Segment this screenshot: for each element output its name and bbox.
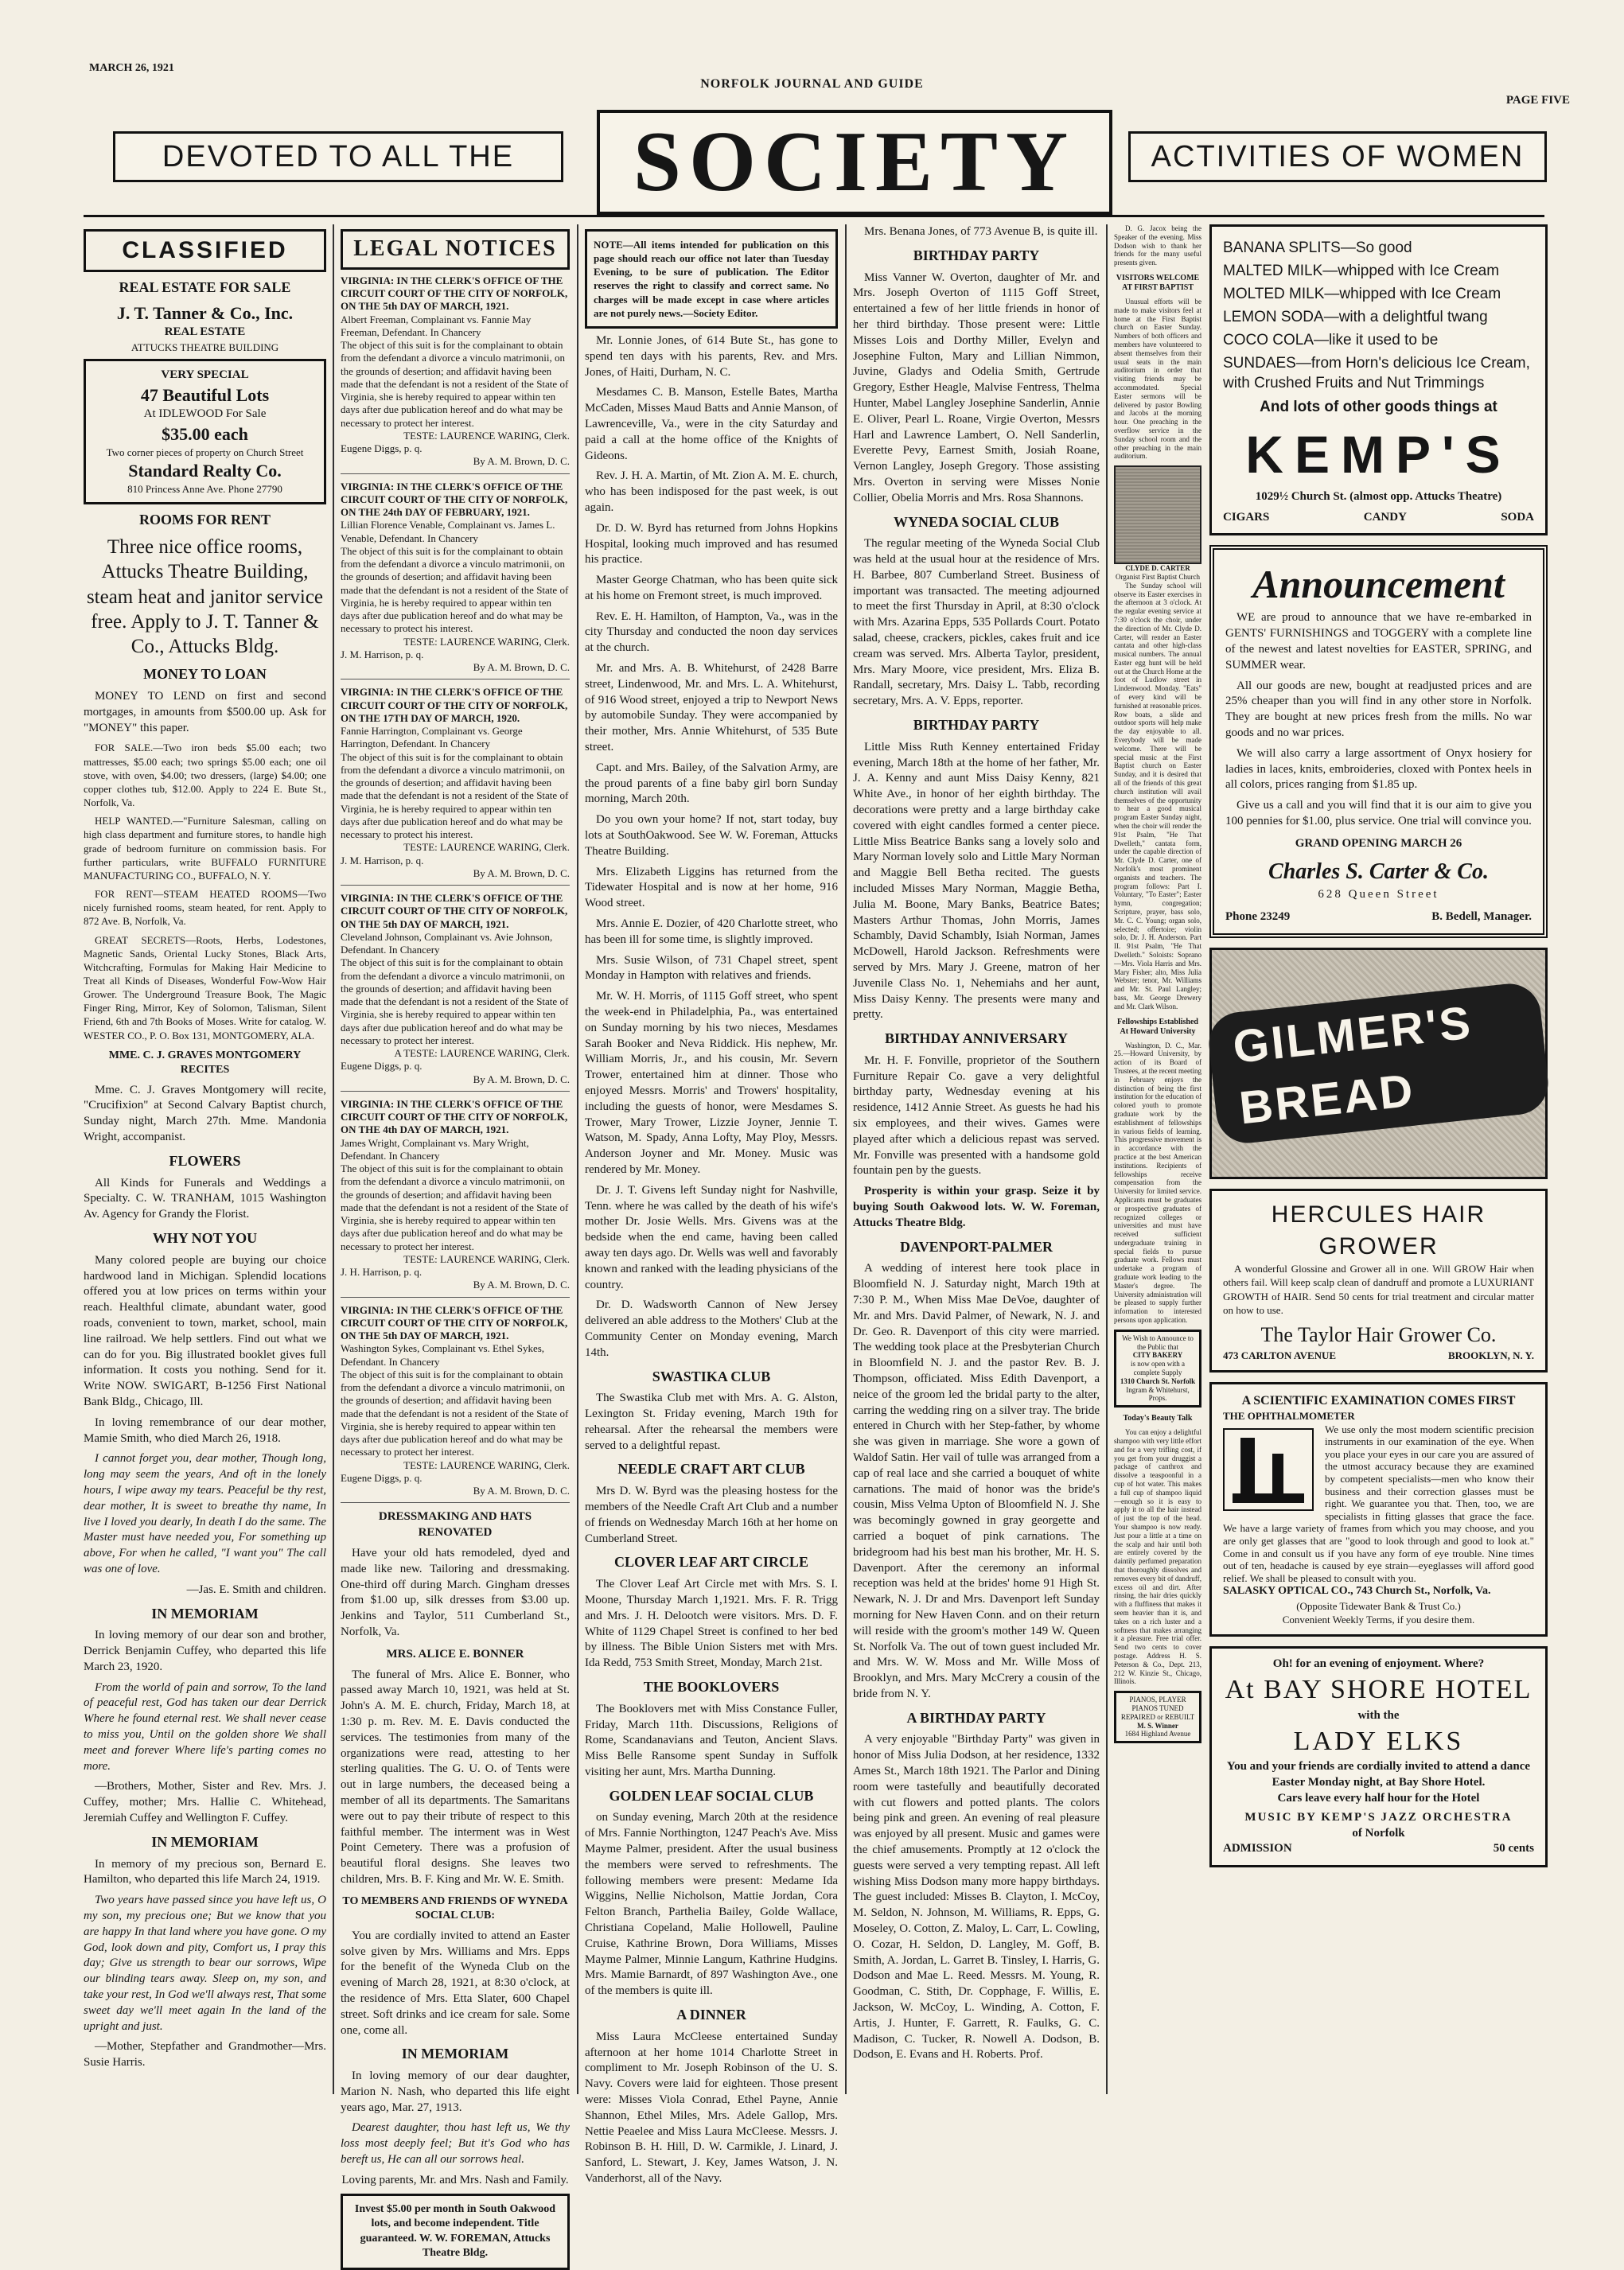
banner-society — [597, 110, 1112, 215]
bay-shore-with: with the — [1357, 1708, 1400, 1722]
classified-title: CLASSIFIED — [122, 237, 288, 263]
legal-notice-body: The object of this suit is for the complainant to obtain from the defendant a divorce a vinculo matrimonii, on the grounds of desertion; and affidavit having been made that the defendant is not a resident of the State of Virginia, she is hereby required to appear within ten days after due publication hereof and do what may be necessary to protect her interest. — [341, 1368, 569, 1458]
bay-shore-invite: You and your friends are cordially invited to attend a dance Easter Monday night, at Bay Shore Hotel. — [1226, 1760, 1531, 1789]
society-note: Mr. and Mrs. A. B. Whitehurst, of 2428 Barre street, Lindenwood, Mr. and Mrs. L. A. Whitehurst, of 916 Wood street, enjoyed a trip to Newport News by automobile Sunday. They were accompanied by their mother, Mrs. Annie Whitehurst, of 535 Bute street. — [585, 662, 838, 754]
announcement-p2: All our goods are new, bought at readjusted prices and are 25% cheaper than you will find in any other store in Norfolk. They are bought at new prices fresh from the mills. No war goods and no war prices. — [1225, 679, 1532, 739]
money-text: MONEY TO LEND on first and second mortgages, in amounts from $500.00 up. Ask for "MONEY" this paper. — [84, 690, 326, 734]
piano-name: M. S. Winner — [1137, 1721, 1178, 1730]
money-heading: MONEY TO LOAN — [143, 666, 267, 683]
city-bakery-ad — [1114, 1330, 1201, 1408]
beauty-text: You can enjoy a delightful shampoo with very little effort and for a very trifling cost, if you get from your druggist a package of canthrox and dissolve a teaspoonful in a cup of hot water. This makes a full cup of shampoo liquid—enough so it is easy to apply it to all the hair instead of just the top of the head. Your shampoo is now ready. Just pour a little at a time on the scalp and hair until both are entirely covered by the daintily perfumed preparation that thoroughly dissolves and removes every bit of dandruff, excess oil and dirt. After rinsing, the hair dries quickly with a fluffiness that makes it seem heavier than it is, and takes on a rich luster and a softness that makes arranging it a pleasure. Free trial offer. Send two cents to cover postage. Address H. S. Peterson & Co., Dept. 213, 212 W. Kinzie St., Chicago, Illinois. — [1114, 1428, 1201, 1686]
help-wanted-text: HELP WANTED.—"Furniture Salesman, calling on high class department and furniture stores, to handle high grade of bedroom furniture on commission basis. For further particulars, write BUFFALO FURNITURE MANUFACTURING CO., BUFFALO, N. Y. — [84, 815, 326, 882]
kemps-address: 1029½ Church St. (almost opp. Attucks Theatre) — [1255, 489, 1502, 503]
legal-notice-body: The object of this suit is for the complainant to obtain from the defendant a divorce a vinculo matrimonii, on the grounds of desertion; and affidavit having been made that the defendant is not a resident of the State of Virginia, she is hereby required to appear within ten days after due publication hereof and do what may be necessary to protect her interest. — [341, 1162, 569, 1252]
society-note: Mrs. Susie Wilson, of 731 Chapel street, spent Monday in Hampton with relatives and friends. — [585, 953, 838, 983]
vs-price: $35.00 each — [162, 423, 248, 444]
memoriam-poem: Dearest daughter, thou hast left us, We thy loss most deeply feel; But it's God who has bereft us, He can all our sorrows heal. — [341, 2121, 570, 2167]
anniversary-heading: BIRTHDAY ANNIVERSARY — [885, 1030, 1068, 1047]
announcement-title: Announcement — [1252, 562, 1505, 607]
vs-lots: 47 Beautiful Lots — [140, 385, 270, 406]
optical-terms: Convenient Weekly Terms, if you desire them. — [1282, 1613, 1475, 1626]
memoriam-poem: From the world of pain and sorrow, To the land of peaceful rest, God has taken our dear Derrick Where he found eternal rest. We shall never cease to miss you, Until on the golden shore We shall meet and forever Where life's parting comes no more. — [84, 1680, 326, 1773]
vs-where: At IDLEWOOD For Sale — [143, 407, 267, 421]
bay-shore-intro: Oh! for an evening of enjoyment. Where? — [1272, 1657, 1485, 1671]
memoriam-heading: IN MEMORIAM — [151, 1833, 259, 1850]
golden-leaf-text: on Sunday evening, March 20th at the residence of Mrs. Fannie Northington, 1247 Peach's Ave. Miss Mayme Palmer, president. After the usual business the members were served to refreshments. The following members were present: Medame Ida Wiggins, Nellie Nicholson, Mattie Jordan, Cora Felton Branch, Parthelia Bailey, Golde Wallace, Christiana Copeland, Malie Hollowell, Pauline Cruise, Kathrine Brown, Dora Williams, Misses Mayme Palmer, Minnie Langum, Kathrine Hudgins. Mrs. Mamie Barnardt, of 897 Washington Ave., one of the members is quite ill. — [585, 1811, 838, 1998]
issue-date: MARCH 26, 1921 — [89, 62, 174, 74]
legal-notice-teste: TESTE: LAURENCE WARING, Clerk. — [403, 1252, 570, 1265]
society-note: Master George Chatman, who has been quite sick at his home on Fremont street, is much improved. — [585, 574, 838, 602]
booklovers-text: The Booklovers met with Miss Constance Fuller, Friday, March 11th. Discussions, Religions of Rome, Scandanavians and Teuton, Ancient Slavs. Miss Belle Ransome spent Sunday in Suffolk visiting her aunt, Mrs. Martha Dunning. — [585, 1702, 838, 1778]
memoriam-heading: IN MEMORIAM — [151, 1605, 259, 1622]
legal-notice-title: VIRGINIA: IN THE CLERK'S OFFICE OF THE CIRCUIT COURT OF THE CITY OF NORFOLK, ON THE 5th DAY OF MARCH, 1921. — [341, 274, 568, 313]
society-note: Mr. Lonnie Jones, of 614 Bute St., has gone to spend ten days with his parents, Rev. and Mrs. Jones, of Haiti, Durham, N. C. — [585, 333, 838, 379]
fellowships-text: Washington, D. C., Mar. 25.—Howard University, by action of its Board of Trustees, at the recent meeting in February enjoys the distinction of being the first institution for the education of colored youth to promote graduate work by the establishment of fellowships in various fields of learning. This progressive movement is in accordance with the practice at the best American institutions. Recipients of fellowships receive compensation from the University for limited service. Applicants must be graduates or prospective graduates of recognized colleges or universities and must have received sufficient undergraduate training in special fields to pursue graduate work. Fellows must undertake a program of graduate work leading to the Master's degree. The University administration will be pleased to supply further information to interested persons upon application. — [1114, 1041, 1201, 1325]
memory-poem: I cannot forget you, dear mother, Though long, long may seem the years, And oft in the lonely hours, I wipe away my tears. Peaceful be thy rest, dear mother, It is sweet to breathe thy name, In live I loved you dearly, In death I do the same. The Master must have needed you, For something up above, For when he called, "I want you" The call was one of love. — [84, 1452, 326, 1575]
fellowships-heading: Fellowships Established At Howard University — [1117, 1017, 1198, 1036]
bakery-name: CITY BAKERY — [1132, 1351, 1183, 1360]
swastika-text: The Swastika Club met with Mrs. A. G. Alston, Lexington St. Friday evening, March 19th for rehearsal. After the rehearsal the members were served to a delightful repast. — [585, 1392, 838, 1452]
optical-sub: THE OPHTHALMOMETER — [1223, 1410, 1355, 1423]
optical-ad — [1209, 1382, 1548, 1637]
society-note: Capt. and Mrs. Bailey, of the Salvation Army, are the proud parents of a fine baby girl born Sunday morning, March 20th. — [585, 761, 838, 806]
optical-address: (Opposite Tidewater Bank & Trust Co.) — [1296, 1599, 1461, 1612]
easter-text: The Sunday school will observe its Easter exercises in the afternoon at 3 o'clock. At the regular evening service at 7:30 o'clock the choir, under the direction of Mr. Clyde D. Carter, will render an Easter cantata and other high-class musical numbers. The annual Easter egg hunt will be held out at the Church Home at the foot of Ludlow street in Lindenwood. Monday. "Eats" of every kind will be furnished at reasonable prices. Row boats, a slide and outdoor sports will help make the day enjoyable to all. Everybody will be made welcome. There will be special music at the First Baptist church on Easter Sunday, and it is desired that all of the friends of this great church institution will avail themselves of the opportunity to hear a good musical program Easter Sunday night, when the choir will render the 91st Psalm, "He That Dwelleth," cantata form, under the capable direction of Mr. Clyde D. Carter, one of Norfolk's most prominent organists and teachers. The program follows: Part I. Voluntary, "To Easter"; Easter hymn, congregation; Scripture, prayer, bass solo, Mr. C. C. Young; organ solo, selected; offertoire; violin solo, Dr. J. H. Anderson. Part II. 91st Psalm, "He That Dwelleth." Soloists: Soprano—Mrs. Viola Harris and Mrs. Mary Fisher; alto, Miss Julia Webster; tenor, Mr. Williams and Mr. St. Paul Langley; bass, Mr. George Drewery and Mr. Clark Wilson. — [1114, 581, 1201, 1010]
legal-notice — [341, 481, 570, 680]
legal-notice-deputy: By A. M. Brown, D. C. — [473, 1485, 570, 1497]
bay-shore-ad — [1209, 1646, 1548, 1867]
legal-notice-title: VIRGINIA: IN THE CLERK'S OFFICE OF THE CIRCUIT COURT OF THE CITY OF NORFOLK, ON THE 4th DAY OF MARCH, 1921. — [341, 1097, 568, 1136]
piano-line1: PIANOS, PLAYER PIANOS TUNED — [1129, 1696, 1186, 1712]
legal-notice-body: The object of this suit is for the complainant to obtain from the defendant a divorce a vinculo matrimonii, on the grounds of desertion; and affidavit having been made that the defendant is not a resident of the State of Virginia, he is hereby required to appear within ten days after due publication hereof and do what may be necessary to protect his interest. — [341, 544, 569, 635]
bay-shore-elks: LADY ELKS — [1293, 1726, 1464, 1756]
kemps-menu — [1223, 238, 1534, 417]
legal-notice-body: The object of this suit is for the complainant to obtain from the defendant a divorce a vinculo matrimonii, on the grounds of desertion; and affidavit having been made that the defendant is not a resident of the State of Virginia, he is hereby required to appear within ten days after due publication hereof and do what may be necessary to protect his interest. — [341, 750, 569, 841]
legal-notice-counsel: J. H. Harrison, p. q. — [341, 1266, 423, 1279]
legal-notice-parties: James Wright, Complainant vs. Mary Wright, Defendant. In Chancery — [341, 1136, 529, 1162]
legal-notice-parties: Fannie Harrington, Complainant vs. George Harrington, Defendant. In Chancery — [341, 725, 523, 750]
tanner-sub: REAL ESTATE — [164, 325, 246, 339]
memoriam-signature: Loving parents, Mr. and Mrs. Nash and Family. — [341, 2173, 569, 2186]
legal-notice-parties: Washington Sykes, Complainant vs. Ethel Sykes, Defendant. In Chancery — [341, 1342, 545, 1368]
header-rule — [84, 215, 1544, 217]
memory-signature: —Jas. E. Smith and children. — [186, 1583, 326, 1596]
prosperity-ad: Prosperity is within your grasp. Seize it by buying South Oakwood lots. W. W. Foreman, Attucks Theatre Bldg. — [853, 1185, 1100, 1229]
kemps-menu-item: COCO COLA—like it used to be — [1223, 332, 1439, 349]
hercules-city: BROOKLYN, N. Y. — [1448, 1349, 1534, 1362]
editor-note — [585, 229, 838, 329]
society-note: Mrs. Annie E. Dozier, of 420 Charlotte street, who has been ill for some time, is slightly improved. — [585, 917, 838, 946]
dinner-heading: A DINNER — [676, 2007, 746, 2023]
swastika-heading: SWASTIKA CLUB — [652, 1368, 771, 1384]
flowers-text: All Kinds for Funerals and Weddings a Specialty. C. W. TRANHAM, 1015 Washington Av. Agency for Grandy the Florist. — [84, 1176, 326, 1221]
banner-society-text: SOCIETY — [633, 115, 1077, 209]
kemps-candy: CANDY — [1363, 510, 1407, 524]
legal-notice — [341, 1098, 570, 1298]
legal-notices-column — [341, 224, 570, 2260]
dressmaking-text: Have your old hats remodeled, dyed and made like new. Tailoring and dressmaking. One-third off during March. Gingham dresses from $1.00 up, silk dresses from $3.00 up. Jenkins and Taylor, 511 Cumberland St., Norfolk, Va. — [341, 1547, 570, 1639]
optical-text: We use only the most modern scientific precision instruments in our examination of the eye. When you place your eyes in our care you are assured of the utmost accuracy because they are examined by competent specialists—men who know their business and their correction glasses must be right. We guarantee you that. Then, too, we are specialists in fitting glasses that grace the face. We have a large variety of frames from which you may choose, and you are only get glasses that are "good to look through and good to look at." Come in and consult us if you have any form of eye trouble. Nine times out of ten, headache is caused by eye strain—eyeglasses will afford good relief. We shall be pleased to consult with you. — [1223, 1423, 1534, 1584]
society-column-2 — [853, 224, 1100, 2094]
birthday-heading: BIRTHDAY PARTY — [913, 717, 1040, 734]
column-rule — [577, 224, 578, 2094]
standard-realty: Standard Realty Co. — [128, 461, 282, 481]
announcement-p4: Give us a call and you will find that it is our aim to give you 100 pennies for $1.00, plus service. One trial will convince you. — [1225, 799, 1532, 827]
davenport-heading: DAVENPORT-PALMER — [899, 1238, 1053, 1255]
memoriam-text: In loving memory of our dear daughter, Marion N. Nash, who departed this life eight years ago, Mar. 27, 1913. — [341, 2069, 570, 2114]
for-sale-text: FOR SALE.—Two iron beds $5.00 each; two mattresses, $5.00 each; two springs $5.00 each; one oil stove, with oven, $4.00; two dressers, (large) $4.00; one copper clothes tub, $12.00. Apply to 224 E. Bute St., Norfolk, Va. — [84, 742, 326, 809]
hercules-footer — [1223, 1349, 1534, 1362]
dressmaking-heading: DRESSMAKING AND HATS RENOVATED — [378, 1510, 532, 1540]
booklovers-heading: THE BOOKLOVERS — [643, 1678, 780, 1695]
legal-notice-title: VIRGINIA: IN THE CLERK'S OFFICE OF THE CIRCUIT COURT OF THE CITY OF NORFOLK, ON THE 24th DAY OF FEBRUARY, 1921. — [341, 480, 568, 519]
davenport-text: A wedding of interest here took place in Bloomfield N. J. Saturday night, March 19th at 7:30 P. M., When Miss Mae DeVoe, daughter of Mr. and Mrs. David Palmer, of Newark, N. J. and Dr. Geo. R. Davenport of this city were married. The wedding took place at the Presbyterian Church in Bloomfield N. J. and the pastor Rev. B. J. Thompson, officiated. Miss Edith Davenport, a neice of the groom led the bridal party to the alter, carring the wedding ring on a silver tray. The bride entered in Church with her Step-father, by whome she was given in marriage. She wore a gown of Waldof Satin. Her vail of tulle was arranged from a cap of real lace and she carried a bouquet of white carnations. The maid of honor was the bride's cousin, Miss Velma Upton of Bloomfield N. J. She was becomingly gowned in gray georgette and carried a boquet of pink carnations. The bridegroom had his best man his brother, Mr. H. S. Davenport. After the ceremony an informal reception was held at the brides' home 91 High St. Newark, N. J. Dr and Mrs. Davenport left Sunday morning for New Haven Conn. and on their return will reside with the groom's mother 149 W. Queen St. Norfolk Va. The out of town guest included Mr. and Mrs. W. W. Moss and Mr. Wille Moss of Brooklyn, and Mrs. Mary McCrery a cousin of the bride from N. Y. — [853, 1262, 1100, 1700]
kemps-menu-item: MALTED MILK—whipped with Ice Cream — [1223, 263, 1500, 280]
dinner-text: Miss Laura McCleese entertained Sunday afternoon at her home 1014 Charlotte Street in compliment to Mr. Joseph Robinson of the U. S. Navy. Covers were laid for eighteen. Those present were: Misses Viola Conrad, Ethel Payne, Annie Shannon, Ethel Miles, Mrs. Adele Gallop, Mrs. Nettie Peaelee and Miss Laura McCleese. Messrs. J. Robinson B. H. Hill, D. W. Carmikle, J. Linard, J. Sanford, L. Stewart, J. Key, James Watson, J. N. Vanderhorst, all of the Navy. — [585, 2030, 838, 2185]
classified-column — [84, 224, 326, 2094]
society-note: Dr. J. T. Givens left Sunday night for Nashville, Tenn. where he was called by the death of his wife's mother Dr. Josie Wells. Mrs. Givens was at the bedside when the end came, having been called away ten days ago. Dr. Wells was well and favorably known and ranked with the leading physicians of the country. — [585, 1183, 838, 1291]
legal-notice-title: VIRGINIA: IN THE CLERK'S OFFICE OF THE CIRCUIT COURT OF THE CITY OF NORFOLK, ON THE 5th DAY OF MARCH, 1921. — [341, 892, 568, 930]
page-number: PAGE FIVE — [1505, 94, 1570, 107]
column-rule — [1106, 224, 1108, 2094]
legal-notice-teste: TESTE: LAURENCE WARING, Clerk. — [403, 841, 570, 854]
piano-line2: REPAIRED or REBUILT — [1120, 1712, 1195, 1721]
announcement-ad — [1209, 545, 1548, 938]
vs-heading: VERY SPECIAL — [161, 368, 249, 382]
recites-text: Mme. C. J. Graves Montgomery will recite, "Crucifixion" at Second Calvary Baptist church, Sunday night, March 27th. Mme. Mandonia Wright, accompanist. — [84, 1083, 326, 1144]
announcement-p3: We will also carry a large assortment of Onyx hosiery for ladies in laces, knits, embroideries, cloxed with Pontex heels in all colors, prices ranging from $1.85 up. — [1225, 746, 1532, 792]
legal-notice-counsel: Eugene Diggs, p. q. — [341, 1471, 423, 1484]
bay-shore-cars: Cars leave every half hour for the Hotel — [1277, 1792, 1480, 1805]
ads-column — [1209, 224, 1548, 2094]
hercules-text: A wonderful Glossine and Grower all in one. Will GROW Hair when others fail. Will keep scalp clean of dandruff and promote a LUXURIANT GROWTH of HAIR. Send 50 cents for trial treatment and circular matter on how to use. — [1223, 1263, 1534, 1316]
rooms-heading: ROOMS FOR RENT — [138, 512, 271, 528]
bay-shore-price: 50 cents — [1493, 1842, 1534, 1855]
birthday-heading: BIRTHDAY PARTY — [913, 247, 1040, 263]
hercules-heading: HERCULES HAIR GROWER — [1271, 1201, 1486, 1260]
kemps-menu-item: MOLTED MILK—whipped with Ice Cream — [1223, 286, 1501, 303]
bakery-supply: is now open with a complete Supply — [1131, 1360, 1185, 1377]
legal-notice-deputy: By A. M. Brown, D. C. — [473, 1073, 570, 1085]
birthday-text: Miss Vanner W. Overton, daughter of Mr. and Mrs. Joseph Overton of 1115 Goff Street, entertained a few of her little friends in honor of her third birthday. Those present were: Little Misses Lois and Dorthy Miller, Evelyn and Josephine Fulton, Mary and Lillian Nimmon, Juvine, Gladys and Odelia Smith, Gertrude Gregory, Esther Heagle, Malvise Fentress, Thelma Hunter, Mabel Langley Josephine Sanderlin, Annie E. Oliver, Pearl L. Roane, Virgie Overton, Messrs Harl and Lawrence Lambert, O. Nell Sanderlin, Everette Pevy, Earnest Smith, Josiah Roane, Vernon Langley, Joseph Gregory. Those assisting Mrs. Overton in serving were Misses Nonie Collier, Obelia Morris and Mrs. Rosa Shannons. — [853, 271, 1100, 504]
legal-header — [341, 229, 570, 270]
legal-notice-deputy: By A. M. Brown, D. C. — [473, 455, 570, 468]
legal-notice-parties: Cleveland Johnson, Complainant vs. Avie Johnson, Defendant. In Chancery — [341, 930, 553, 956]
announcement-company: Charles S. Carter & Co. — [1268, 859, 1489, 885]
kemps-menu-item: SUNDAES—from Horn's delicious Ice Cream, with Crushed Fruits and Nut Trimmings — [1223, 355, 1530, 392]
kemps-menu-item: LEMON SODA—with a delightful twang — [1223, 309, 1488, 326]
wyneda-text: The regular meeting of the Wyneda Social Club was held at the usual hour at the residence of Mrs. H. Barbee, 807 Cumberland Street. Business of important was transacted. The meeting adjourned to meet the first Thursday in April, at 8:30 o'clock with Mrs. Azarina Epps, 535 Pollards Court. Potato salad, cheese, crackers, pickles, cakes fruit and ice cream was served. Mrs. Alberta Taylor, president, Mrs. Mary Moore, vice president, Mrs. Eliza B. Randall, secretary, Mrs. Daisy L. Tabb, recording secretary, Mrs. A. V. Epps, reporter. — [853, 537, 1100, 708]
bay-shore-name: At BAY SHORE HOTEL — [1225, 1674, 1532, 1704]
birthday-text: A very enjoyable "Birthday Party" was given in honor of Miss Julia Dodson, at her residence, 1332 Ames St., March 18th 1921. The Parlor and Dining room were tastefully and beautifully decorated with cut flowers and potted plants. The colors being pink and green. An evening of real pleasure was enjoyed by all present. Music and games were the chief amusements. Promptly at 12 o'clock the guests were served a very tempting repast. All left wishing Miss Dodson many more happy birthdays. The guest included: Misses B. Clayton, I. McCoy, M. Seldon, N. Johnson, M. Williams, R. Epps, G. Moseley, O. Cotton, Z. Maloy, L. Carr, L. Cowling, O. Cozar, H. Seldon, D. Langley, M. Goff, B. Smith, A. Jordan, L. Garret B. Tinsley, I. Harris, G. Dodson and Mae L. Reed. Messrs. M. Young, R. Goodman, C. Stith, Dr. Copphage, F. Willis, E. Jackson, W. McCoy, L. Winding, A. Cotton, F. Artis, J. Hunter, F. Garrett, R. Faulks, G. C. Madison, C. Tucker, R. Nowell A. Dodson, B. Dodson, E. Evans and H. Roberts. Prof. — [853, 1733, 1100, 2062]
needle-heading: NEEDLE CRAFT ART CLUB — [617, 1461, 805, 1478]
kemps-menu-item: And lots of other goods things at — [1260, 398, 1497, 415]
memoriam-text: In memory of my precious son, Bernard E. Hamilton, who departed this life March 24, 1919. — [84, 1857, 326, 1886]
society-column-1 — [585, 224, 838, 2185]
society-column-3 — [1114, 224, 1201, 2094]
announcement-footer — [1225, 909, 1532, 925]
clover-text: The Clover Leaf Art Circle met with Mrs. S. I. Moone, Thursday March 1,1921. Mrs. F. R. Trigg and Mrs. J. H. Delootch were visitors. Mrs. D. F. White of 1129 Chapel Street is confined to her bed by illness. The Bible Union Sisters met with Mrs. Ida Redd, 753 Smith Street, Monday, March 21st. — [585, 1578, 838, 1670]
legal-notice-counsel: Eugene Diggs, p. q. — [341, 1060, 423, 1073]
bay-shore-footer — [1223, 1841, 1534, 1857]
secrets-text: GREAT SECRETS—Roots, Herbs, Lodestones, Magnetic Sands, Oriental Lucky Stones, Black Arts, Witchcrafting, Formulas for Making Hair Medicine to Treat all Kinds of Diseases, Wonderful Fow-Wow Hair Grower. The Underground Treasure Book, The Magic Finger Ring, Mirror, Key of Solomon, Talisman, Silent Friend, 6th and 7th Books of Moses. Write for catalog. W. WESTER CO., P. O. Box 131, MONTGOMERY, ALA. — [84, 933, 326, 1042]
legal-notice — [341, 275, 570, 474]
optical-company: SALASKY OPTICAL CO., 743 Church St., Norfolk, Va. — [1223, 1585, 1491, 1598]
birthday-text: Little Miss Ruth Kenney entertained Friday evening, March 18th at the home of her father, Mr. J. A. Kenny and aunt Miss Daisy Kenny, 821 White Ave., in honor of her eighth birthday. The decorations were pretty and a large birthday cake covered with eight candles formed a center piece. Little Miss Beatrice Banks sang a lovely solo and Mary Norman lovely solo and Little Mary Norman and Maggie Bell Betha recited. The guests included Misses Mary Norman, Maggie Betha, Julia M. Boone, Mary Banks, Beatrice Bates; Masters Arthur Thomas, John Morris, James Schambly, David Schambly, Isiah Norman, James McDowell, Harold Jackson. Refreshments were served by Mrs. Mary J. Greene, matron of her Juvenile Class No. 1, Nehemiahs and her aunt, Miss Daisy Kenny. The presents were many and pretty. — [853, 740, 1100, 1022]
bay-shore-admission: ADMISSION — [1223, 1842, 1292, 1855]
announcement-opening: GRAND OPENING MARCH 26 — [1295, 836, 1462, 850]
legal-notice-teste: TESTE: LAURENCE WARING, Clerk. — [403, 429, 570, 442]
hercules-company: The Taylor Hair Grower Co. — [1260, 1322, 1497, 1346]
tanner-address: ATTUCKS THEATRE BUILDING — [130, 341, 279, 354]
hercules-ad — [1209, 1189, 1548, 1373]
legal-notice-teste: TESTE: LAURENCE WARING, Clerk. — [403, 635, 570, 648]
invest-ad — [341, 2194, 570, 2270]
kemps-soda: SODA — [1501, 510, 1534, 524]
announcement-phone: Phone 23249 — [1225, 910, 1291, 924]
golden-leaf-heading: GOLDEN LEAF SOCIAL CLUB — [609, 1787, 814, 1804]
legal-notice-teste: TESTE: LAURENCE WARING, Clerk. — [403, 1458, 570, 1471]
legal-notice-counsel: J. M. Harrison, p. q. — [341, 854, 424, 866]
legal-notice-parties: Albert Freeman, Complainant vs. Fannie May Freeman, Defendant. In Chancery — [341, 313, 532, 338]
bonner-heading: MRS. ALICE E. BONNER — [386, 1647, 524, 1661]
legal-notice-deputy: By A. M. Brown, D. C. — [473, 866, 570, 879]
members-text: You are cordially invited to attend an Easter solve given by Mrs. Williams and Mrs. Epps for the benefit of the Wyneda Club on the evening of March 28, 1921, at 8:30 o'clock, at the residence of Mrs. Etta Slater, 600 Chapel street. Soft drinks and ice cream for sale. Some one, come all. — [341, 1929, 570, 2037]
needle-text: Mrs D. W. Byrd was the pleasing hostess for the members of the Needle Craft Art Club and a number of friends on Wednesday March 16th at her home on Cumberland Street. — [585, 1485, 838, 1545]
hercules-address: 473 CARLTON AVENUE — [1223, 1349, 1337, 1362]
jacox-note: D. G. Jacox being the Speaker of the evening. Miss Dodson wish to thank her friends for the many useful presents given. — [1114, 224, 1201, 267]
memoriam-signature: —Mother, Stepfather and Grandmother—Mrs. Susie Harris. — [84, 2040, 326, 2069]
legal-notice-teste: A TESTE: LAURENCE WARING, Clerk. — [394, 1047, 570, 1060]
column-rule — [333, 224, 334, 2094]
kemps-cigars: CIGARS — [1223, 510, 1270, 524]
kemps-name: KEMP'S — [1245, 424, 1512, 484]
recites-heading: MME. C. J. GRAVES MONTGOMERY RECITES — [108, 1049, 302, 1077]
society-note: Mesdames C. B. Manson, Estelle Bates, Martha McCaden, Misses Maud Batts and Annie Manson, of Lawrenceville, Va., were in the city Saturday and paid a call at the home office of the Knights of Gideons. — [585, 386, 838, 462]
carter-portrait — [1114, 465, 1201, 564]
society-note: Mrs. Elizabeth Liggins has returned from the Tidewater Hospital and is now at her home, 916 Wood street. — [585, 865, 838, 910]
visitors-text: Unusual efforts will be made to make visitors feel at home at the First Baptist church on Easter Sunday. Numbers of both officers and members have volunteered to absent themselves from their usual seats in the main auditorium in order that visiting friends may be accommodated. Special Easter sermons will be delivered by pastor Bowling and Jacobs at the morning hour. One preaching in the overflow service in the Sunday school room and the other preaching in the main auditorium. — [1114, 297, 1201, 461]
announcement-p1: WE are proud to announce that we have re-embarked in GENTS' FURNISHINGS and TOGGERY with a complete line of the newest and latest novelties for EASTER, SPRING, and SUMMER wear. — [1225, 611, 1532, 672]
legal-notice-deputy: By A. M. Brown, D. C. — [473, 661, 570, 674]
beauty-heading: Today's Beauty Talk — [1123, 1414, 1193, 1423]
bakery-address: 1310 Church St. Norfolk — [1120, 1376, 1196, 1385]
optical-heading: A SCIENTIFIC EXAMINATION COMES FIRST — [1241, 1394, 1516, 1408]
legal-notice-counsel: Eugene Diggs, p. q. — [341, 442, 423, 455]
memoriam-signature: —Brothers, Mother, Sister and Rev. Mrs. J. Cuffey, mother; Mrs. Hallie C. Whitehead, Jeremiah Cuffey and Wellington F. Cuffey. — [84, 1780, 326, 1825]
clover-heading: CLOVER LEAF ART CIRCLE — [614, 1554, 808, 1571]
kemps-menu-item: BANANA SPLITS—So good — [1223, 239, 1412, 256]
memory-text: In loving remembrance of our dear mother, Mamie Smith, who died March 26, 1918. — [84, 1415, 326, 1445]
whynot-heading: WHY NOT YOU — [152, 1230, 258, 1247]
bonner-text: The funeral of Mrs. Alice E. Bonner, who passed away March 10, 1921, was held at St. John's A. M. E. church, Friday, March 18, at 1:30 p. m. Rev. M. E. Davis conducted the services. The testimonies from many of the organizations were read, attesting to her sterling qualities. The G. U. O. of Tents were out in large numbers, the deceased being a member of all its departments. The Samaritans were out to pay their tribute of respect to this faithful member. The interment was in West Point Cemetery. There was a profusion of beautiful floral designs. She leaves two children, Mrs. B. F. King and Mr. W. E. Smith. — [341, 1668, 570, 1886]
ophthalmometer-icon — [1223, 1428, 1314, 1511]
memoriam-heading: IN MEMORIAM — [401, 2046, 509, 2062]
tanner-name: J. T. Tanner & Co., Inc. — [116, 303, 294, 324]
kemps-ad — [1209, 224, 1548, 535]
banner-right — [1128, 131, 1547, 182]
jones-note: Mrs. Benana Jones, of 773 Avenue B, is quite ill. — [864, 225, 1098, 238]
legal-notice — [341, 892, 570, 1092]
banner-left — [113, 131, 563, 182]
legal-notice-body: The object of this suit is for the complainant to obtain from the defendant a divorce a vinculo matrimonii, on the grounds of desertion; and affidavit having been made that the defendant is not a resident of the State of Virginia, she is hereby required to appear within ten days after due publication hereof and do what may be necessary to protect her interest. — [341, 956, 569, 1046]
anniversary-text: Mr. H. F. Fonville, proprietor of the Southern Furniture Repair Co. gave a very delightful birthday party, Wednesday evening at his residence, 1412 Annie Street. As guests he had his six employees, and their wives. Games were played after which a delicious repast was served. Mr. Fonville was presented with a handsome gold fountain pen by the guests. — [853, 1053, 1100, 1178]
society-note: Do you own your home? If not, start today, buy lots at SouthOakwood. See W. W. Foreman, Attucks Theatre Building. — [585, 813, 838, 858]
memoriam-poem: Two years have passed since you have left us, O my son, my precious one; But we know that you are happy In that land where you have gone. O my God, look down and pity, Comfort us, I pray this day; Give us strength to bear our sorrows, Wipe our blinding tears away. Sleep on, my son, and take your rest, In God we'll always rest, That some sweet day we'll meet again In the land of the upright and just. — [84, 1894, 326, 2033]
portrait-caption-role: Organist First Baptist Church — [1115, 572, 1201, 581]
flowers-heading: FLOWERS — [169, 1152, 241, 1169]
society-notes — [585, 333, 838, 1361]
for-rent-text: FOR RENT—STEAM HEATED ROOMS—Two nicely furnished rooms, steam heated, for rent. Apply to 872 Ave. B, Norfolk, Va. — [84, 888, 326, 928]
legal-notice — [341, 1304, 570, 1504]
visitors-heading: VISITORS WELCOME AT FIRST BAPTIST — [1116, 273, 1200, 292]
kemps-footer — [1223, 510, 1534, 526]
newspaper-title: NORFOLK JOURNAL AND GUIDE — [700, 77, 924, 91]
legal-notice-counsel: J. M. Harrison, p. q. — [341, 648, 424, 660]
wyneda-heading: WYNEDA SOCIAL CLUB — [893, 513, 1060, 530]
classified-header — [84, 229, 326, 272]
real-estate-heading: REAL ESTATE FOR SALE — [119, 278, 291, 295]
standard-address: 810 Princess Anne Ave. Phone 27790 — [127, 483, 282, 496]
legal-notice-body: The object of this suit is for the complainant to obtain from the defendant a divorce a vinculo matrimonii, on the grounds of desertion; and affidavit having been made that the defendant is not a resident of the State of Virginia, she is hereby required to appear within ten days after due publication hereof and do what may be necessary to protect her interest. — [341, 339, 569, 429]
bread-label: GILMER'S BREAD — [1206, 981, 1552, 1147]
society-note: Mr. W. H. Morris, of 1115 Goff street, who spent the week-end in Philadelphia, Pa., was entertained on Sunday morning by his two nieces, Mesdames Sarah Booker and Neva Riddick. His nephew, Mr. William Morris, Jr., and his cousin, Mr. Severn Trower, entertained him at dinner. Those who enjoyed Messrs. Morris' and Trowers' hospitality, including the guests of honor, were Mesdames S. Trower, Mary Trower, Lizzie Joyner, Jennie T. Watson, M. Spady, Anna Lofty, May Ploy, Messrs. Anderson Joyner and Mr. Money. Music was rendered by Mr. Money. — [585, 990, 838, 1176]
bay-shore-music: MUSIC BY KEMP'S JAZZ ORCHESTRA — [1244, 1810, 1513, 1824]
column-rule — [845, 224, 847, 2094]
members-heading: TO MEMBERS AND FRIENDS OF WYNEDA SOCIAL CLUB: — [342, 1894, 568, 1922]
society-note: Rev. E. H. Hamilton, of Hampton, Va., was in the city Thursday and conducted the noon day services at the church. — [585, 609, 838, 655]
bakery-intro: We Wish to Announce to the Public that — [1122, 1334, 1194, 1351]
legal-notice-list — [341, 275, 570, 1504]
legal-notice-title: VIRGINIA: IN THE CLERK'S OFFICE OF THE CIRCUIT COURT OF THE CITY OF NORFOLK, ON THE 17TH DAY OF MARCH, 1920. — [341, 686, 568, 724]
editor-note-text: NOTE—All items intended for publication on this page should reach our office not later than Tuesday Evening, to be sure of publication. The Editor reserves the right to classify and correct same. No charges will be made except in case where articles are not purely news.—Society Editor. — [594, 239, 829, 319]
piano-ad — [1114, 1691, 1201, 1743]
birthday-heading: A BIRTHDAY PARTY — [906, 1709, 1046, 1726]
whynot-text: Many colored people are buying our choice hardwood land in Michigan. Splendid locations offered you at low prices on terms within your reach. Healthful climate, abundant water, good roads, convenient to town, market, school, main line railroad. We help settlers. Find out what we can do for you. Big illustrated booklet gives full information. It costs you nothing. Send for it. Write NOW. SWIGART, B-1256 First National Bank Bldg., Chicago, Ill. — [84, 1253, 326, 1408]
society-note: Rev. J. H. A. Martin, of Mt. Zion A. M. E. church, who has been indisposed for the past week, is out again. — [585, 469, 838, 514]
memoriam-text: In loving memory of our dear son and brother, Derrick Benjamin Cuffey, who departed this life March 23, 1920. — [84, 1629, 326, 1673]
legal-notice-parties: Lillian Florence Venable, Complainant vs. James L. Venable, Defendant. In Chancery — [341, 519, 555, 544]
legal-notice-deputy: By A. M. Brown, D. C. — [473, 1279, 570, 1291]
legal-title: LEGAL NOTICES — [353, 236, 557, 261]
banner-left-text: DEVOTED TO ALL THE — [162, 139, 515, 173]
announcement-manager: B. Bedell, Manager. — [1431, 910, 1532, 924]
invest-text: Invest $5.00 per month in South Oakwood lots, and become independent. Title guaranteed. W. W. FOREMAN, Attucks Theatre Bldg. — [354, 2202, 556, 2260]
vs-corner: Two corner pieces of property on Church Street — [106, 446, 304, 458]
legal-notice-title: VIRGINIA: IN THE CLERK'S OFFICE OF THE CIRCUIT COURT OF THE CITY OF NORFOLK, ON THE 5th DAY OF MARCH, 1921. — [341, 1303, 568, 1342]
banner-right-text: ACTIVITIES OF WOMEN — [1151, 139, 1525, 173]
portrait-caption-name: CLYDE D. CARTER — [1125, 564, 1190, 573]
announcement-street: 628 Queen Street — [1318, 888, 1439, 901]
bakery-props: Ingram & Whitehurst, Props. — [1126, 1385, 1190, 1403]
gilmers-bread-ad — [1209, 948, 1548, 1179]
society-note: Dr. D. W. Byrd has returned from Johns Hopkins Hospital, looking much improved and has resumed his practice. — [585, 521, 838, 567]
society-note: Dr. D. Wadsworth Cannon of New Jersey delivered an able address to the Mothers' Club at the Community Center on Monday evening, March 14th. — [585, 1299, 838, 1359]
legal-notice — [341, 686, 570, 886]
very-special-ad — [84, 359, 326, 504]
bay-shore-of: of Norfolk — [1352, 1826, 1405, 1840]
piano-address: 1684 Highland Avenue — [1124, 1730, 1191, 1739]
rooms-text: Three nice office rooms, Attucks Theatre Building, steam heat and janitor service free. Apply to J. T. Tanner & Co., Attucks Bldg. — [86, 536, 324, 658]
